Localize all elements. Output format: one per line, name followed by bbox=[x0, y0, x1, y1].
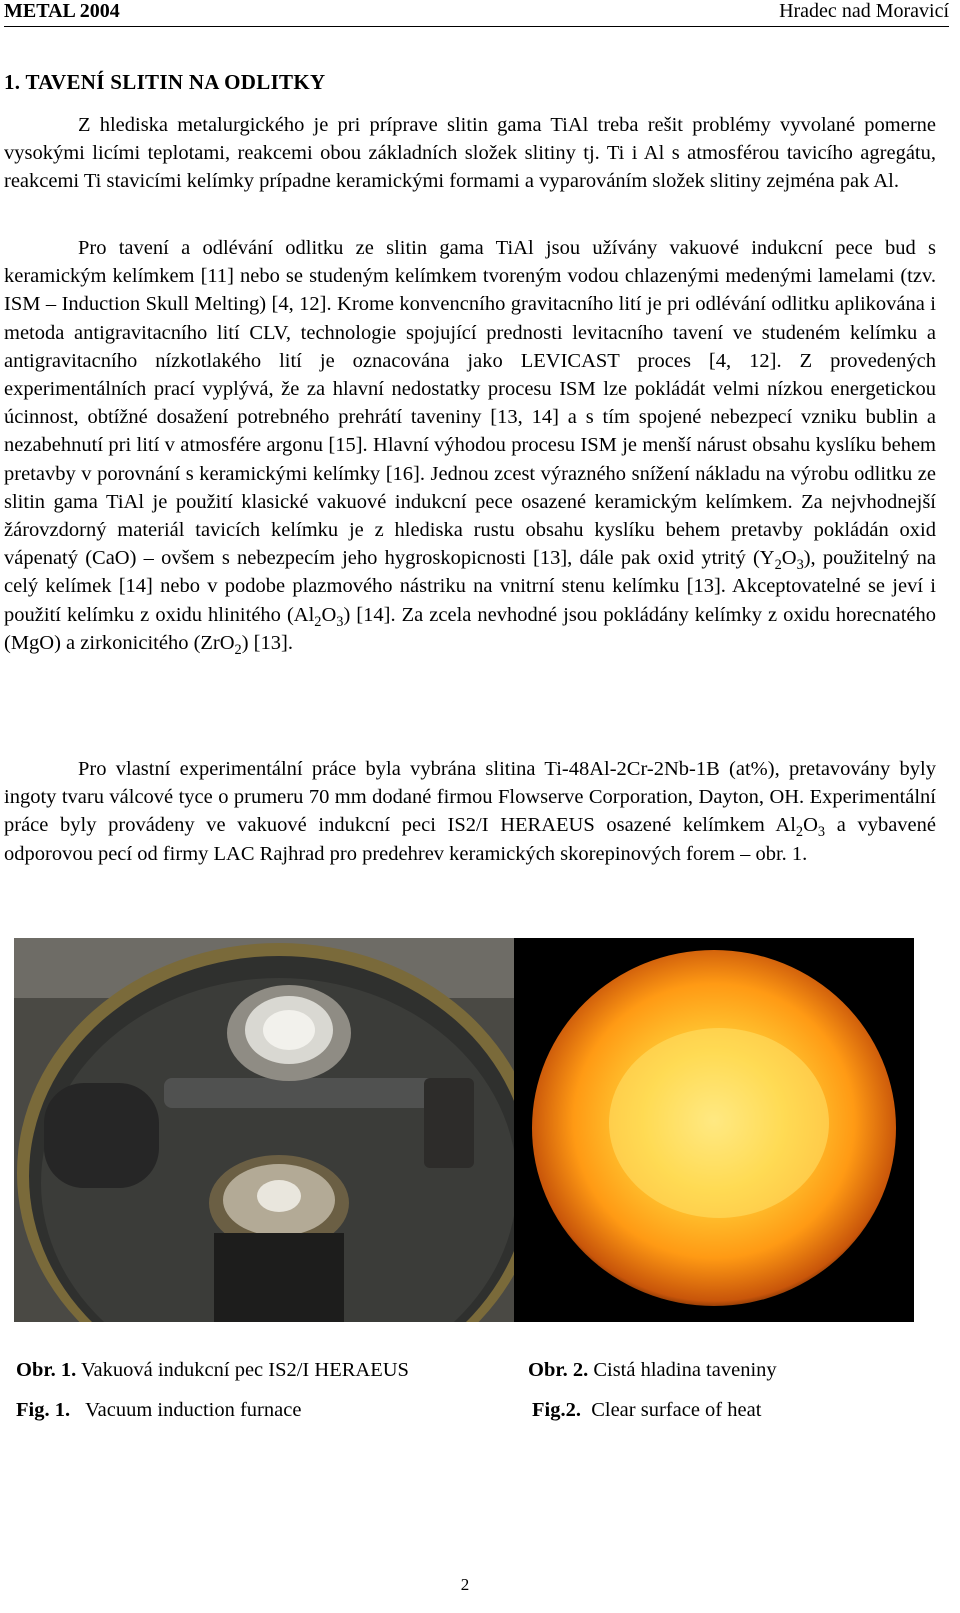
fig1-caption-cz: Obr. 1. Vakuová indukcní pec IS2/I HERAEUS bbox=[16, 1359, 409, 1381]
page-header bbox=[4, 0, 949, 22]
header-rule bbox=[4, 26, 949, 27]
paragraph-3 bbox=[4, 755, 936, 868]
furnace-photo bbox=[14, 938, 514, 1322]
fig1-caption-en: Fig. 1. Vacuum induction furnace bbox=[16, 1399, 302, 1421]
melt-surface-illustration bbox=[514, 938, 914, 1322]
journal-title: METAL 2004 bbox=[4, 0, 120, 22]
melt-surface-photo bbox=[514, 938, 914, 1322]
paragraph-2-text: Pro tavení a odlévání odlitku ze slitin gama TiAl jsou užívány vakuové indukcní pece bud s keramickým kelímkem [11] nebo se studeným kelímkem tvoreným vodou chlazenými medenými lamelami (tzv. ISM – Induction Skull Melting) [4, 12]. Krome konvencního gravitacního lití je pri odlévání odlitku aplikována i metoda antigravitacního lití CLV, technologie spojující prednosti levitacního tavení ve studeném kelímku a antigravitacního nízkotlakého lití je oznacována jako LEVICAST proces [4, 12]. Z provedených experimentálních prací vyplývá, že za hlavní nedostatky procesu ISM lze pokládát velmi nízkou energetickou úcinnost, obtížné dosažení potrebného prehrátí taveniny [13, 14] a s tím spojené nebezpecí vzniku bublin a nezabehnutí pri lití v atmosfére argonu [15]. Hlavní výhodou procesu ISM je menší nárust obsahu kyslíku behem pretavby v porovnání s keramickými kelímky [16]. Jednou zcest výrazného snížení nákladu na výrobu odlitku ze slitin gama TiAl je použití klasické vakuové indukcní pece osazené keramickým kelímkem. Za nejvhodnejší žárovzdorný materiál tavicích kelímku je z hlediska rustu obsahu kyslíku behem pretavby pokládán oxid vápenatý (CaO) – ovšem s nebezpecím jeho hygroskopicnosti [13], dále pak oxid ytritý $(Y_2O_3)$, použitelný na celý kelímek [14] nebo v podobe plazmového nástriku na vnitrní stenu kelímku [13]. Akceptovatelné se jeví i použití kelímku z oxidu hlinitého $(Al_2O_3)$ [14]. Za zcela nevhodné jsou pokládány kelímky z oxidu horecnatého (MgO) a zirkonicitého (ZrO$_2$) [13]. bbox=[4, 237, 937, 658]
conference-location: Hradec nad Moravicí bbox=[779, 0, 949, 22]
section-heading: 1. TAVENÍ SLITIN NA ODLITKY bbox=[4, 70, 326, 94]
page-number: 2 bbox=[460, 1575, 470, 1594]
fig2-caption-cz: Obr. 2. Cistá hladina taveniny bbox=[528, 1359, 777, 1381]
fig2-caption-en: Fig.2. Clear surface of heat bbox=[532, 1399, 762, 1421]
paragraph-2 bbox=[4, 234, 936, 657]
paragraph-3-text: Pro vlastní experimentální práce byla vybrána slitina Ti-48Al-2Cr-2Nb-1B (at%), pretavovány byly ingoty tvaru válcové tyce o prumeru 70 mm dodané firmou Flowserve Corporation, Dayton, OH. Experimentální práce byly provádeny ve vakuové indukcní peci IS2/I HERAEUS osazené kelímkem $Al_2O_3$ a vybavené odporovou pecí od firmy LAC Rajhrad pro predehrev keramických skorepinových forem – obr. 1. bbox=[4, 758, 936, 865]
paragraph-1 bbox=[4, 111, 936, 196]
figures-row bbox=[14, 938, 914, 1322]
furnace-illustration bbox=[14, 938, 514, 1322]
paragraph-1-text: Z hlediska metalurgického je pri príprave slitin gama TiAl treba rešit problémy vyvolané pomerne vysokými licími teplotami, reakcemi obou základních složek slitiny tj. Ti i Al s atmosférou tavicího agregátu, reakcemi Ti stavicími kelímky prípadne keramickými formami a vyparováním složek slitiny zejména pak Al. bbox=[4, 114, 936, 193]
